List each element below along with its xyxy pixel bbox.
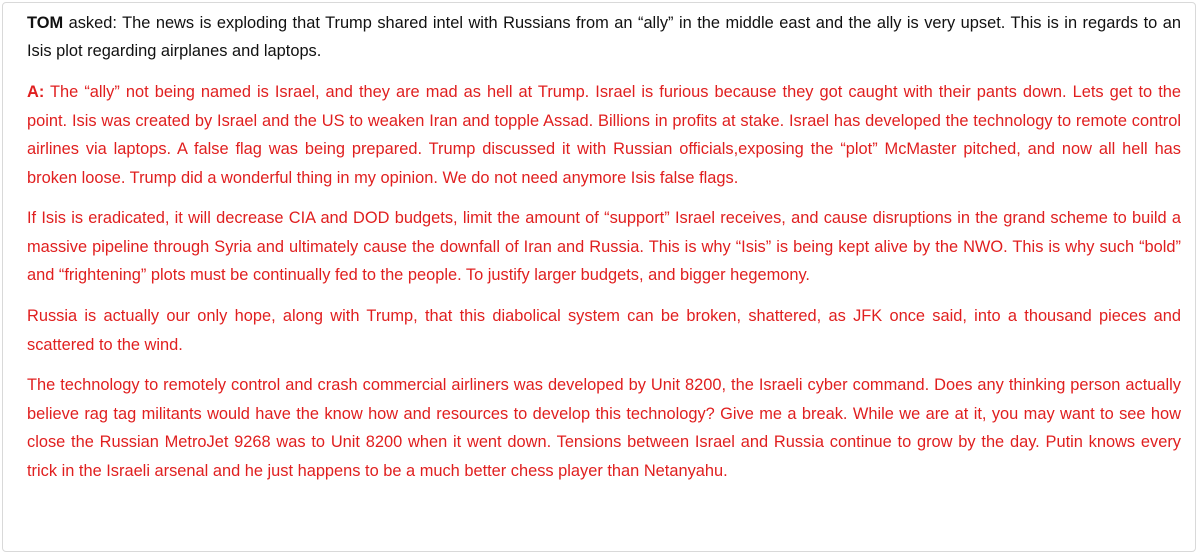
answer-text-1: The “ally” not being named is Israel, and they are mad as hell at Trump. Israel is furious because they got caught with their pants down. Lets get to the point. Isis was created by Israel and the US to weaken Iran and topple Assad. Billions in profits at stake. Israel has developed the technology to remote control airlines via laptops. A false flag was being prepared. Trump discussed it with Russian officials,exposing the “plot” McMaster pitched, and now all hell has broken loose. Trump did a wonderful thing in my opinion. We do not need anymore Isis false flags. [27, 83, 1181, 187]
answer-paragraph-2: If Isis is eradicated, it will decrease CIA and DOD budgets, limit the amount of “support” Israel receives, and cause disruptions in the grand scheme to build a massive pipeline through Syria and ultimately cause the downfall of Iran and Russia. This is why “Isis” is being kept alive by the NWO. This is why such “bold” and “frightening” plots must be continually fed to the people. To justify larger budgets, and bigger hegemony. [27, 209, 1181, 285]
answer-label: A: [27, 83, 45, 102]
question-paragraph [27, 9, 1181, 66]
asker-name: TOM [27, 14, 64, 32]
question-text: The news is exploding that Trump shared intel with Russians from an “ally” in the middle east and the ally is very upset. This is in regards to an Isis plot regarding airplanes and laptops. [27, 14, 1181, 61]
answer-paragraph-4: The technology to remotely control and crash commercial airliners was developed by Unit 8200, the Israeli cyber command. Does any thinking person actually believe rag tag militants would have the know how and resources to develop this technology? Give me a break. While we are at it, you may want to see how close the Russian MetroJet 9268 was to Unit 8200 when it went down. Tensions between Israel and Russia continue to grow by the day. Putin knows every trick in the Israeli arsenal and he just happens to be a much better chess player than Netanyahu. [27, 376, 1181, 480]
qa-card [2, 2, 1196, 552]
answer-paragraph-1 [27, 78, 1181, 192]
answer-paragraph-3: Russia is actually our only hope, along with Trump, that this diabolical system can be broken, shattered, as JFK once said, into a thousand pieces and scattered to the wind. [27, 307, 1181, 354]
asked-label: asked: [63, 14, 117, 32]
